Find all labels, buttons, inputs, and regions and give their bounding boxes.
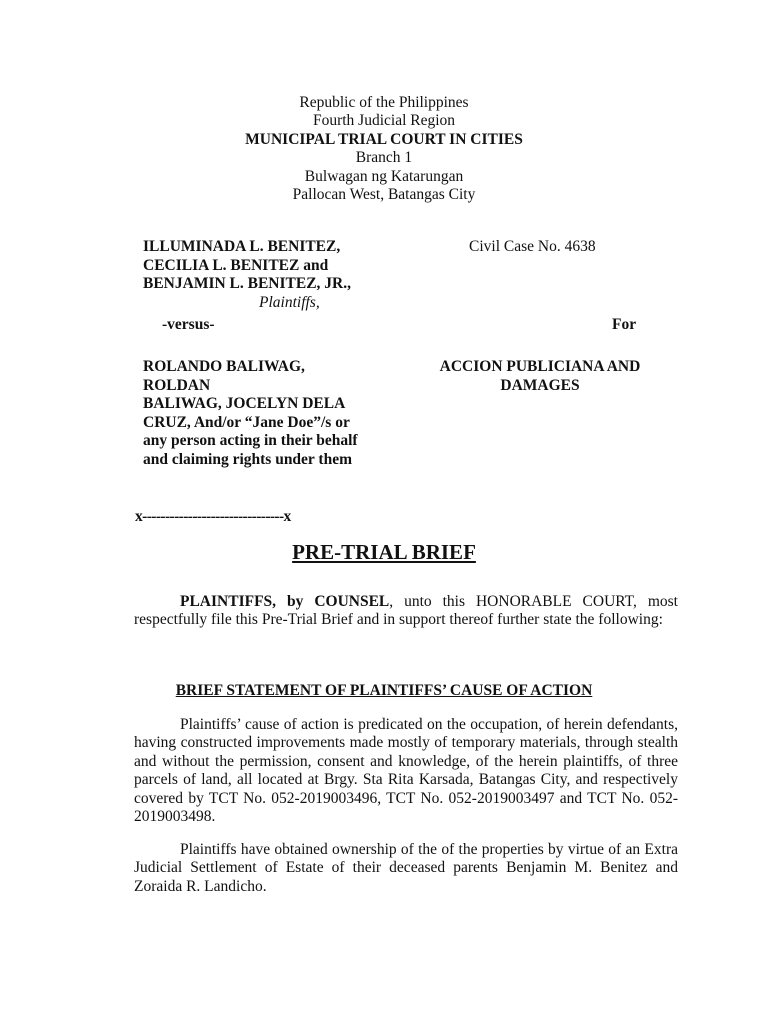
header-region: Fourth Judicial Region [312, 112, 456, 130]
case-number: Civil Case No. 4638 [469, 238, 596, 255]
intro-text: , unto this HONORABLE COURT, most respectfully file this Pre-Trial Brief and in support thereof further state the following: [134, 593, 678, 629]
court-header [0, 94, 768, 204]
for-label: For [612, 316, 637, 333]
plaintiffs-label: Plaintiffs, [259, 294, 320, 311]
nature-of-action [420, 358, 660, 395]
defendant-line: BALIWAG, JOCELYN DELA [143, 395, 346, 413]
plaintiff-name: CECILIA L. BENITEZ and [143, 256, 329, 274]
header-court: MUNICIPAL TRIAL COURT IN CITIES [245, 130, 523, 148]
versus-label: -versus- [162, 316, 215, 333]
caption-separator: x-------------------------------x [135, 508, 291, 525]
intro-bold: PLAINTIFFS, by COUNSEL [180, 593, 390, 610]
header-republic: Republic of the Philippines [299, 94, 469, 111]
body-paragraph: Plaintiffs have obtained ownership of the of the properties by virtue of an Extra Judicial Settlement of Estate of their deceased parents Benjamin M. Benitez and Zoraida R. Landicho. [134, 841, 678, 895]
defendant-line: ROLANDO BALIWAG, [143, 358, 305, 375]
body-paragraph: Plaintiffs’ cause of action is predicated on the occupation, of herein defendants, having constructed improvements made mostly of temporary materials, through stealth and without the permission, consent and knowledge, of the herein plaintiffs, of three parcels of land, all located at Brgy. Sta Rita Karsada, Batangas City, and respectively covered by TCT No. 052-2019003496, TCT No. 052-2019003497 and TCT No. 052-2019003498. [134, 716, 678, 826]
plaintiffs-names [143, 238, 393, 294]
nature-line: ACCION PUBLICIANA AND [439, 358, 641, 375]
header-branch: Branch 1 [355, 149, 413, 167]
defendant-line: ROLDAN [143, 376, 211, 394]
header-address: Pallocan West, Batangas City [292, 186, 476, 204]
header-building: Bulwagan ng Katarungan [304, 167, 464, 185]
defendant-line: and claiming rights under them [143, 450, 352, 468]
defendants-names [143, 358, 393, 470]
plaintiff-name: BENJAMIN L. BENITEZ, JR., [143, 275, 351, 293]
defendant-line: any person acting in their behalf [143, 432, 358, 450]
section-title: BRIEF STATEMENT OF PLAINTIFFS’ CAUSE OF ACTION [175, 682, 593, 699]
nature-line: DAMAGES [500, 376, 580, 394]
document-title: PRE-TRIAL BRIEF [292, 540, 476, 564]
defendant-line: CRUZ, And/or “Jane Doe”/s or [143, 413, 350, 431]
plaintiff-name: ILLUMINADA L. BENITEZ, [143, 238, 341, 255]
intro-paragraph [134, 593, 678, 630]
